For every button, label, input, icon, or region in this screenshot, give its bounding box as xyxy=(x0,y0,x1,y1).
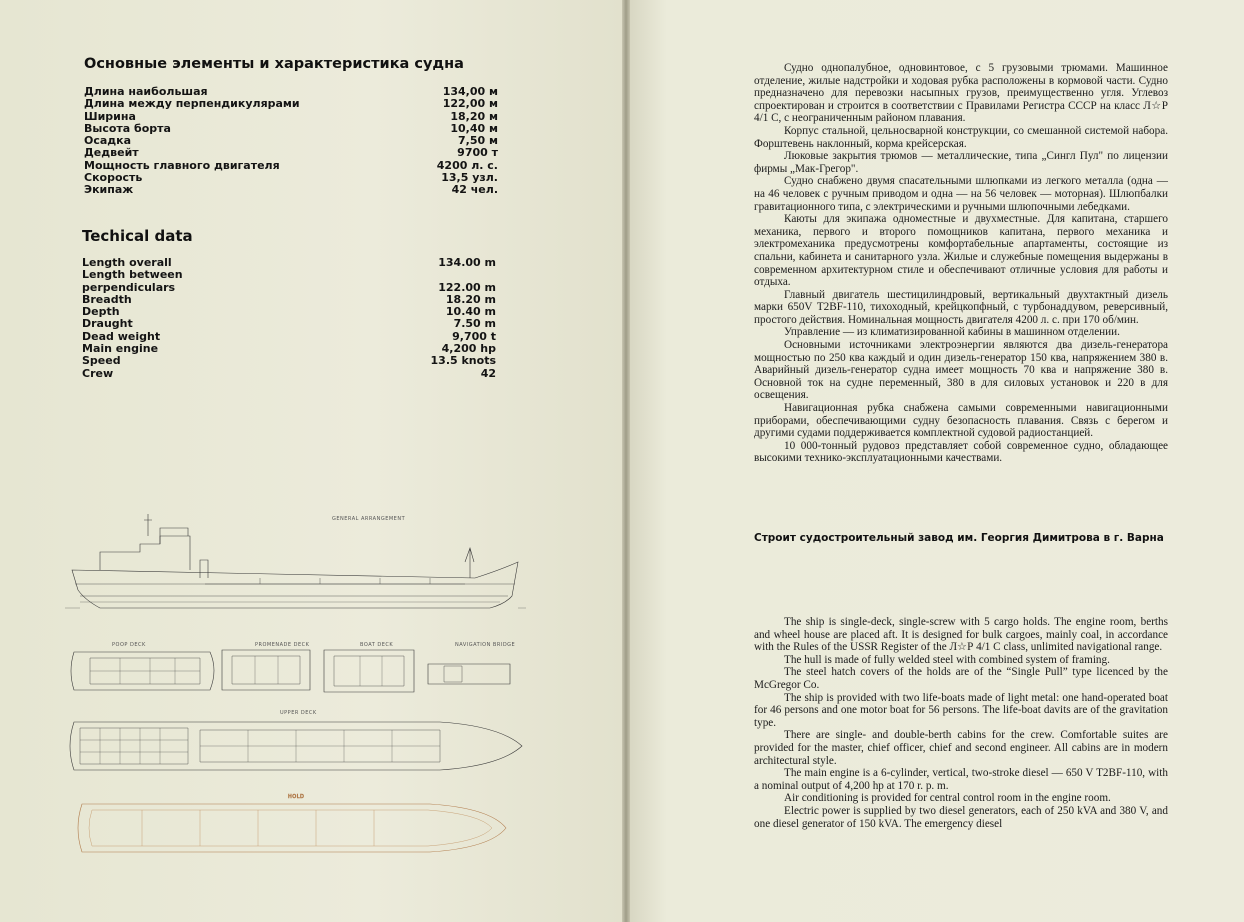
label-hold: HOLD xyxy=(288,794,305,800)
en-spec-table xyxy=(82,257,496,380)
paragraph: The steel hatch covers of the holds are of the “Single Pull” type licenced by the McGregor Co. xyxy=(754,666,1168,691)
spec-label: Dead weight xyxy=(82,329,161,343)
ru-spec-table xyxy=(84,86,498,197)
label-boat-deck: BOAT DECK xyxy=(360,642,394,648)
spec-value: 4200 л. с. xyxy=(436,158,498,172)
paragraph: Люковые закрытия трюмов — металлические, типа „Сингл Пул" по лицензии фирмы „Мак-Грегор". xyxy=(754,150,1168,175)
spec-row xyxy=(82,269,496,281)
spec-row xyxy=(82,282,496,294)
spec-label: Длина между перпендикулярами xyxy=(84,97,300,111)
spec-row xyxy=(84,135,498,147)
label-upper-deck: UPPER DECK xyxy=(280,710,317,716)
spec-label: Осадка xyxy=(84,134,132,148)
spec-value: 42 чел. xyxy=(451,183,498,197)
paragraph: Основными источниками электроэнергии являются два дизель-генератора мощностью по 250 ква каждый и один дизель-генератор 150 ква, напряжением 380 в. Аварийный дизель-генератор судна имеет мощность 70 ква и напряжение 380 в. Основной ток на судне переменный, 380 в для силовых установок и 220 в для освещения. xyxy=(754,339,1168,402)
paragraph: The ship is single-deck, single-screw with 5 cargo holds. The engine room, berths and wheel house are placed aft. It is designed for bulk cargoes, mainly coal, in accordance with the Rules of the USSR Register of the Л☆Р 4/1 С class, unlimited navigational range. xyxy=(754,616,1168,654)
right-page xyxy=(630,0,1244,922)
spec-label: Высота борта xyxy=(84,121,171,135)
paragraph: Каюты для экипажа одноместные и двухместные. Для капитана, старшего механика, первого и второго помощников капитана, первого механика и электромеханика предусмотрены комфортабельные апартаменты, состоящие из спальни, кабинета и санитарного узла. Жилые и служебные помещения выдержаны в современном архитектурном стиле и обеспечивают отличные условия для работы и отдыха. xyxy=(754,213,1168,289)
spec-value: 18.20 m xyxy=(445,292,496,306)
spec-label: Crew xyxy=(82,366,114,380)
label-poop-deck: POOP DECK xyxy=(112,642,146,648)
paragraph: Судно однопалубное, одновинтовое, с 5 грузовыми трюмами. Машинное отделение, жилые надстройки и ходовая рубка расположены в кормовой части. Судно предназначено для перевозки насыпных грузов, преимущественно угля. Углевоз спроектирован и строится в соответствии с Правилами Регистра СССР на класс Л☆Р 4/1 С, с неограниченным районом плавания. xyxy=(754,62,1168,125)
spec-label: Ширина xyxy=(84,109,136,123)
builder-line: Строит судостроительный завод им. Георгия Димитрова в г. Варна xyxy=(754,532,1164,544)
paragraph: 10 000-тонный рудовоз представляет собой современное судно, обладающее высокими технико-эксплуатационными качествами. xyxy=(754,439,1168,465)
spec-row xyxy=(82,318,496,330)
en-spec-heading: Techical data xyxy=(82,227,193,245)
spec-label: Length between xyxy=(82,268,183,282)
paragraph: Корпус стальной, цельносварной конструкции, со смешанной системой набора. Форштевень наклонный, корма крейсерская. xyxy=(754,124,1168,150)
spec-label: Мощность главного двигателя xyxy=(84,158,280,172)
spec-label: Длина наибольшая xyxy=(84,85,208,98)
spec-value: 13.5 knots xyxy=(430,354,496,368)
spec-row xyxy=(82,294,496,306)
label-navigation-bridge: NAVIGATION BRIDGE xyxy=(455,642,516,648)
spec-value: 10,40 м xyxy=(450,121,498,135)
spec-value: 122,00 м xyxy=(442,97,498,111)
spec-row xyxy=(84,98,498,110)
spec-value: 9700 т xyxy=(457,146,498,160)
paragraph: The main engine is a 6-cylinder, vertical, two-stroke diesel — 650 V T2BF-110, with a nominal output of 4,200 hp at 170 r. p. m. xyxy=(754,767,1168,792)
spec-label: Дедвейт xyxy=(84,146,139,160)
paragraph: The ship is provided with two life-boats made of light metal: one hand-operated boat for 46 persons and one motor boat for 56 persons. The life-boat davits are of the gravitation type. xyxy=(754,691,1168,729)
paragraph: Air conditioning is provided for central control room in the engine room. xyxy=(784,792,1111,805)
spec-row xyxy=(82,306,496,318)
spec-row xyxy=(84,147,498,159)
spec-value: 4,200 hp xyxy=(441,342,496,356)
spec-label: Draught xyxy=(82,317,133,331)
spec-value: 7.50 m xyxy=(453,317,496,331)
paragraph: Главный двигатель шестицилиндровый, вертикальный двухтактный дизель марки 650V Т2BF-110, тихоходный, крейцкопфный, с турбонаддувом, реверсивный, простого действия. Номинальная мощность двигателя 4200 л. с. при 170 об/мин. xyxy=(754,288,1168,326)
paragraph: The hull is made of fully welded steel with combined system of framing. xyxy=(784,653,1110,666)
spec-value: 134,00 м xyxy=(442,85,498,98)
paragraph: Судно снабжено двумя спасательными шлюпками из легкого металла (одна — на 46 человек с ручным приводом и одна — на 56 человек — моторная). Шлюпбалки гравитационного типа, с электрическими и ручными шлюпочными лебедками. xyxy=(754,175,1168,213)
spec-row xyxy=(84,184,498,196)
book-gutter xyxy=(622,0,630,922)
spec-value: 9,700 t xyxy=(452,329,496,343)
spec-value: 122.00 m xyxy=(438,280,496,294)
spec-row xyxy=(82,368,496,380)
ru-description xyxy=(754,62,1168,465)
drawing-title: GENERAL ARRANGEMENT xyxy=(332,516,406,522)
en-description xyxy=(754,616,1168,830)
spec-label: perpendiculars xyxy=(82,280,176,294)
spec-row xyxy=(84,160,498,172)
spec-row xyxy=(82,355,496,367)
paragraph: Electric power is supplied by two diesel generators, each of 250 kVA and 380 V, and one diesel generator of 150 kVA. The emergency diesel xyxy=(754,804,1168,830)
spec-row xyxy=(84,123,498,135)
label-promenade-deck: PROMENADE DECK xyxy=(255,642,310,648)
spec-value: 18,20 м xyxy=(450,109,498,123)
spec-label: Length overall xyxy=(82,256,172,269)
spec-label: Speed xyxy=(82,354,121,368)
spec-value: 7,50 м xyxy=(458,134,498,148)
general-arrangement-drawing xyxy=(60,500,530,870)
spec-label: Main engine xyxy=(82,342,159,356)
spec-label: Скорость xyxy=(84,171,143,185)
spec-value: 13,5 узл. xyxy=(441,171,498,185)
spec-value: 10.40 m xyxy=(445,305,496,319)
spec-value: 42 xyxy=(480,366,496,380)
spec-label: Depth xyxy=(82,305,120,319)
spec-value: 134.00 m xyxy=(438,256,496,269)
paragraph: Управление — из климатизированной кабины в машинном отделении. xyxy=(784,326,1120,339)
paragraph: Навигационная рубка снабжена самыми современными навигационными приборами, обеспечивающими судну безопасность плавания. Связь с берегом и другими судами поддерживается комплектной судовой радиостанцией. xyxy=(754,402,1168,440)
spec-label: Breadth xyxy=(82,292,132,306)
ru-spec-heading: Основные элементы и характеристика судна xyxy=(84,56,464,72)
paragraph: There are single- and double-berth cabins for the crew. Comfortable suites are provided for the master, chief officer, chief and second engineer. All cabins are in modern architectural style. xyxy=(754,729,1168,767)
spec-label: Экипаж xyxy=(84,183,134,197)
spec-row xyxy=(84,172,498,184)
